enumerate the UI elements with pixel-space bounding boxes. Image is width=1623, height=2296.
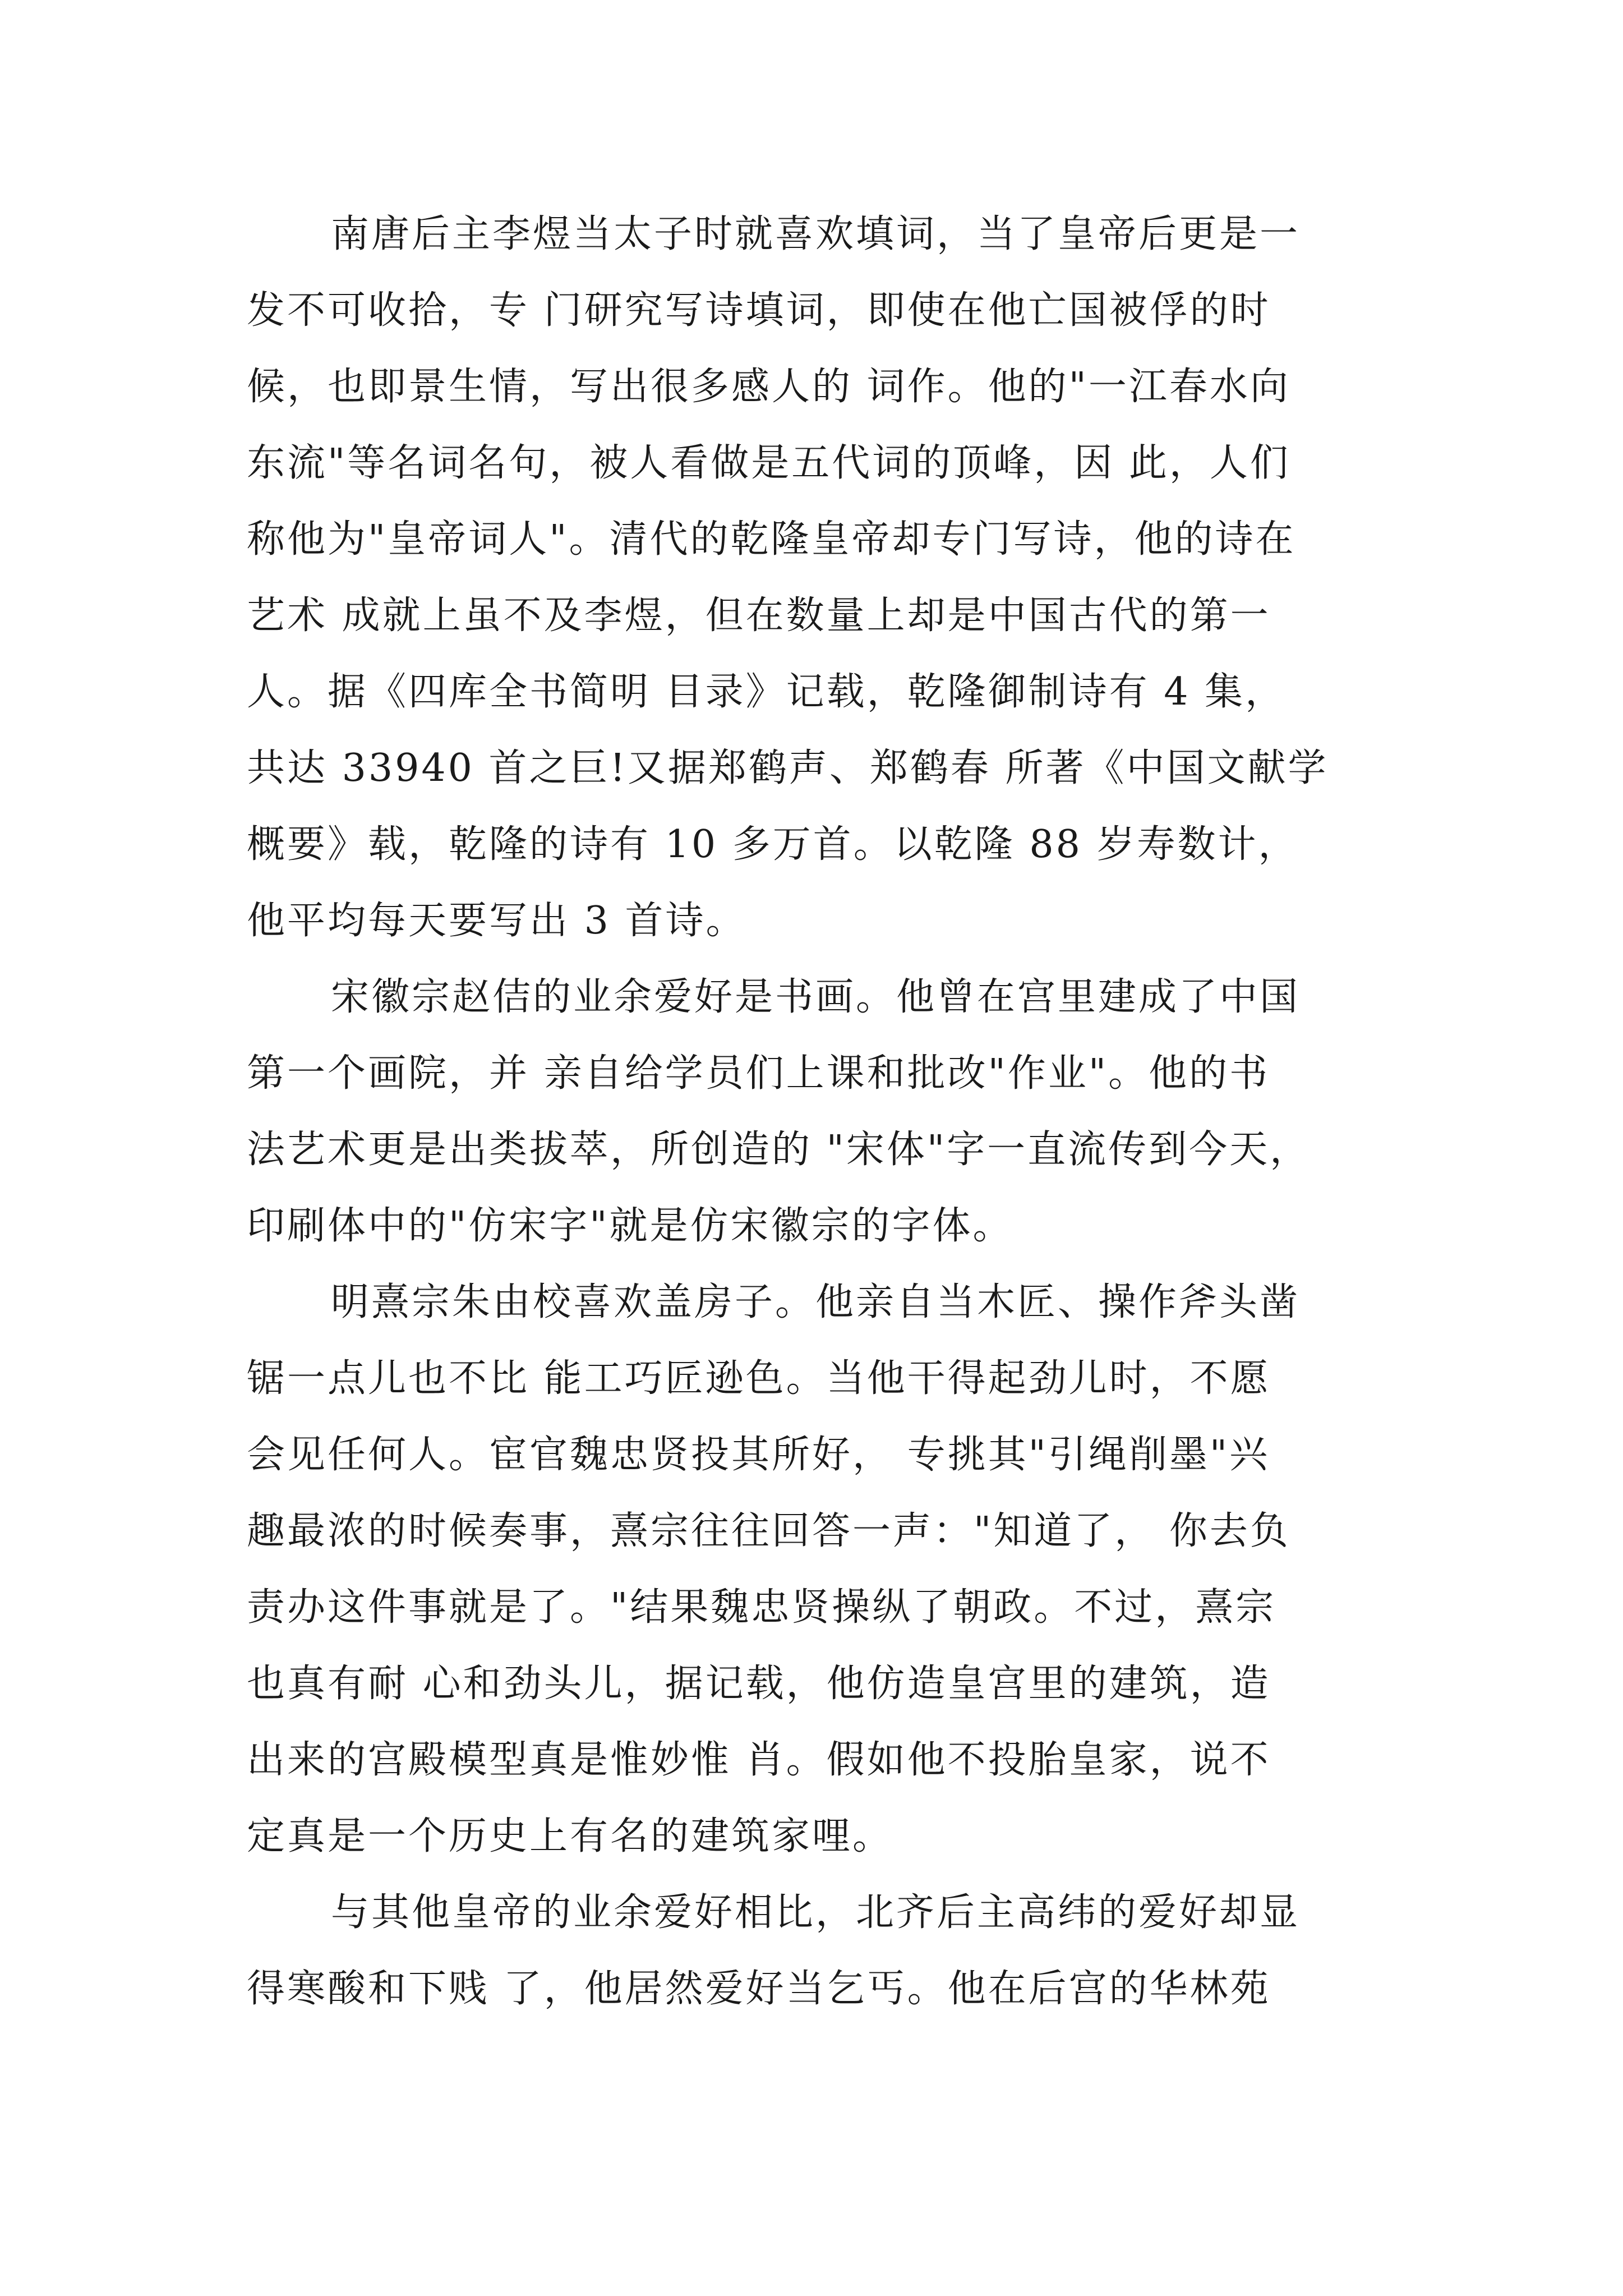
text-line: 趣最浓的时候奏事，熹宗往往回答一声："知道了， 你去负 <box>247 1509 1290 1553</box>
text-line: 锯一点儿也不比 能工巧匠逊色。当他干得起劲儿时，不愿 <box>247 1356 1271 1401</box>
text-line: 发不可收拾，专 门研究写诗填词，即使在他亡国被俘的时 <box>247 288 1271 333</box>
document-body <box>247 196 1391 2027</box>
text-line: 会见任何人。宦官魏忠贤投其所好， 专挑其"引绳削墨"兴 <box>247 1433 1270 1477</box>
text-line: 得寒酸和下贱 了，他居然爱好当乞丐。他在后宫的华林苑 <box>247 1967 1271 2011</box>
text-line: 与其他皇帝的业余爱好相比，北齐后主高纬的爱好却显 <box>331 1890 1301 1935</box>
text-line: 南唐后主李煜当太子时就喜欢填词，当了皇帝后更是一 <box>331 212 1301 256</box>
text-line: 候，也即景生情，写出很多感人的 词作。他的"一江春水向 <box>247 365 1290 409</box>
text-line: 宋徽宗赵佶的业余爱好是书画。他曾在宫里建成了中国 <box>331 975 1301 1019</box>
text-line: 东流"等名词名句，被人看做是五代词的顶峰，因 此，人们 <box>247 441 1290 485</box>
text-line: 第一个画院，并 亲自给学员们上课和批改"作业"。他的书 <box>247 1051 1270 1096</box>
text-line: 印刷体中的"仿宋字"就是仿宋徽宗的字体。 <box>247 1204 1013 1248</box>
text-line: 共达 33940 首之巨!又据郑鹤声、郑鹤春 所著《中国文献学 <box>247 746 1329 790</box>
text-line: 法艺术更是出类拔萃，所创造的 "宋体"字一直流传到今天， <box>247 1128 1311 1172</box>
text-line: 概要》载，乾隆的诗有 10 多万首。以乾隆 88 岁寿数计， <box>247 822 1299 867</box>
text-line: 人。据《四库全书简明 目录》记载，乾隆御制诗有 4 集， <box>247 670 1286 714</box>
text-line: 定真是一个历史上有名的建筑家哩。 <box>247 1814 893 1858</box>
text-line: 艺术 成就上虽不及李煜，但在数量上却是中国古代的第一 <box>247 593 1271 638</box>
text-line: 也真有耐 心和劲头儿，据记载，他仿造皇宫里的建筑，造 <box>247 1662 1271 1706</box>
text-line: 称他为"皇帝词人"。清代的乾隆皇帝却专门写诗，他的诗在 <box>247 517 1296 562</box>
text-line: 责办这件事就是了。"结果魏忠贤操纵了朝政。不过，熹宗 <box>247 1585 1276 1630</box>
text-line: 出来的宫殿模型真是惟妙惟 肖。假如他不投胎皇家，说不 <box>247 1738 1271 1782</box>
text-line: 他平均每天要写出 3 首诗。 <box>247 899 746 943</box>
text-line: 明熹宗朱由校喜欢盖房子。他亲自当木匠、操作斧头凿 <box>331 1280 1301 1324</box>
